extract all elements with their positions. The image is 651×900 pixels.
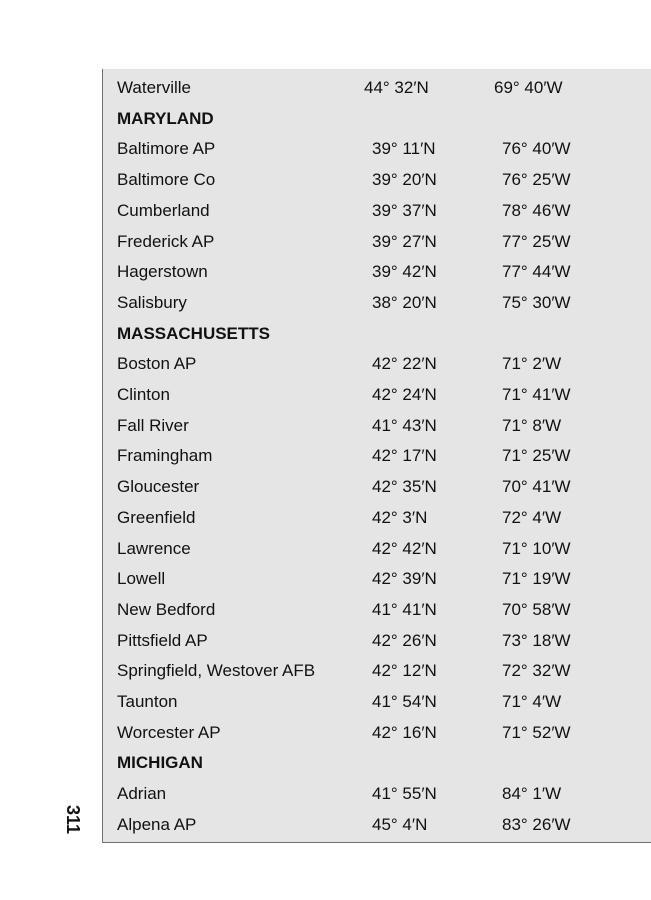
table-row [103, 411, 651, 442]
latitude: 39° 42′N [372, 262, 437, 282]
longitude: 71° 4′W [502, 692, 562, 711]
city-name: Lowell [117, 569, 166, 589]
table-row [103, 196, 651, 227]
city-name: Springfield, Westover AFB [117, 661, 316, 681]
longitude: 72° 32′W [502, 661, 571, 681]
longitude: 71° 52′W [502, 722, 571, 742]
table-row [103, 165, 651, 196]
city-name: Worcester AP [117, 722, 221, 742]
state-name: MASSACHUSETTS [117, 323, 271, 343]
longitude: 78° 46′W [502, 200, 571, 220]
table-row [103, 534, 651, 565]
table-row [103, 73, 651, 104]
city-name: Gloucester [117, 477, 200, 497]
latitude: 41° 54′N [372, 692, 437, 711]
latitude: 39° 37′N [372, 200, 437, 220]
longitude: 71° 41′W [502, 385, 571, 404]
table-row [103, 257, 651, 288]
city-name: Greenfield [117, 507, 196, 527]
state-name: MARYLAND [117, 108, 214, 128]
state-header [103, 319, 651, 350]
latitude: 42° 12′N [372, 661, 437, 681]
longitude: 71° 8′W [502, 415, 562, 435]
latitude: 42° 16′N [372, 722, 437, 742]
table-row [103, 227, 651, 258]
longitude: 70° 41′W [502, 477, 571, 497]
latitude: 39° 11′N [372, 139, 436, 159]
city-name: Salisbury [117, 292, 187, 312]
state-name: MICHIGAN [117, 753, 203, 773]
longitude: 76° 40′W [502, 139, 571, 159]
city-name: Cumberland [117, 200, 210, 220]
table-row [103, 810, 651, 841]
state-header [103, 104, 651, 135]
table-row [103, 595, 651, 626]
city-name: New Bedford [117, 599, 216, 619]
city-name: Framingham [117, 446, 213, 466]
latitude: 41° 41′N [372, 599, 437, 619]
table-row [103, 441, 651, 472]
city-name: Taunton [117, 692, 178, 711]
table-row [103, 134, 651, 165]
latitude: 42° 17′N [372, 446, 437, 466]
city-name: Baltimore Co [117, 170, 216, 190]
longitude: 72° 4′W [502, 507, 562, 527]
latitude: 42° 24′N [372, 385, 437, 404]
table-row [103, 626, 651, 657]
longitude: 71° 19′W [502, 569, 571, 589]
table-row [103, 779, 651, 810]
latitude: 39° 27′N [372, 231, 437, 251]
city-name: Fall River [117, 415, 189, 435]
longitude: 71° 25′W [502, 446, 571, 466]
longitude: 71° 2′W [502, 354, 562, 374]
coordinates-table [102, 69, 651, 843]
latitude: 41° 55′N [372, 784, 437, 804]
state-header [103, 748, 651, 779]
table-row [103, 288, 651, 319]
latitude: 39° 20′N [372, 170, 437, 190]
longitude: 75° 30′W [502, 292, 571, 312]
table-row [103, 472, 651, 503]
latitude: 45° 4′N [372, 814, 428, 834]
city-name: Baltimore AP [117, 139, 216, 159]
latitude: 42° 39′N [372, 569, 437, 589]
latitude: 42° 3′N [372, 507, 428, 527]
latitude: 38° 20′N [372, 292, 437, 312]
longitude: 83° 26′W [502, 814, 571, 834]
table-row [103, 656, 651, 687]
table-row [103, 687, 651, 718]
city-name: Adrian [117, 784, 167, 804]
latitude: 41° 43′N [372, 415, 437, 435]
city-name: Frederick AP [117, 231, 215, 251]
longitude: 71° 10′W [502, 538, 571, 558]
city-name: Waterville [117, 78, 191, 97]
table-row [103, 564, 651, 595]
longitude: 77° 44′W [502, 262, 571, 282]
longitude: 69° 40′W [494, 78, 563, 97]
city-name: Alpena AP [117, 814, 197, 834]
longitude: 77° 25′W [502, 231, 571, 251]
city-name: Hagerstown [117, 262, 208, 282]
table-row [103, 349, 651, 380]
table-row [103, 503, 651, 534]
table-row [103, 380, 651, 411]
city-name: Pittsfield AP [117, 630, 208, 650]
latitude: 42° 35′N [372, 477, 437, 497]
city-name: Lawrence [117, 538, 191, 558]
longitude: 70° 58′W [502, 599, 571, 619]
latitude: 42° 22′N [372, 354, 437, 374]
page-number: 311 [63, 805, 83, 835]
city-name: Boston AP [117, 354, 197, 374]
city-name: Clinton [117, 385, 170, 404]
longitude: 76° 25′W [502, 170, 571, 190]
latitude: 44° 32′N [364, 78, 429, 97]
longitude: 84° 1′W [502, 784, 562, 804]
table-row [103, 718, 651, 749]
latitude: 42° 42′N [372, 538, 437, 558]
latitude: 42° 26′N [372, 630, 437, 650]
longitude: 73° 18′W [502, 630, 571, 650]
